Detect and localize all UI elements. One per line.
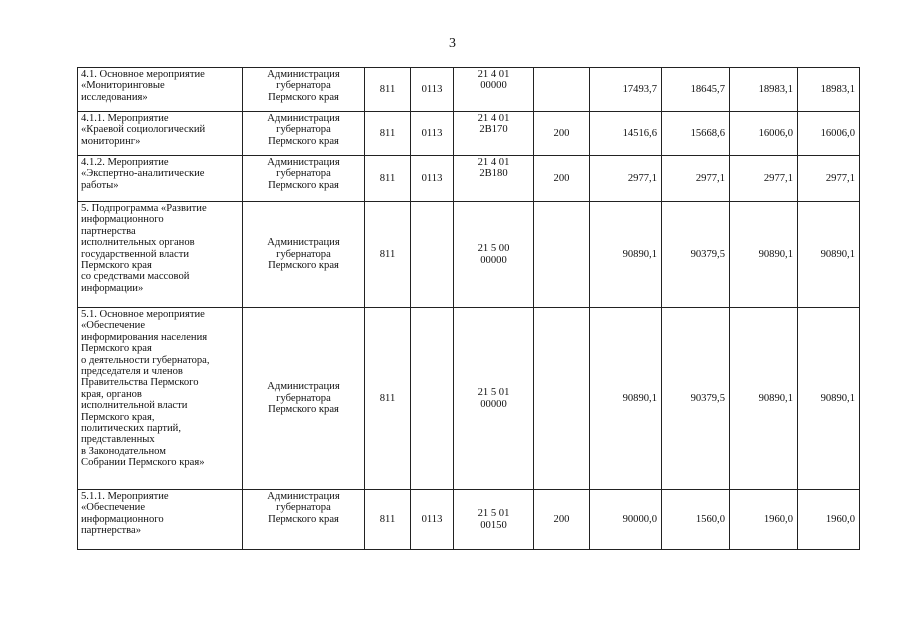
table-row: [78, 202, 860, 308]
row-grbs: 811: [365, 156, 411, 202]
row-cs: 21 4 01 00000: [454, 68, 534, 112]
row-value-1: 2977,1: [590, 156, 662, 202]
row-admin: Администрация губернатора Пермского края: [243, 308, 365, 490]
row-value-3: 90890,1: [730, 202, 798, 308]
row-value-4: 16006,0: [798, 112, 860, 156]
page-number: 3: [449, 36, 456, 51]
row-name: 4.1. Основное мероприятие «Мониторинговые исследования»: [78, 68, 243, 112]
table-row: [78, 308, 860, 490]
row-vr: 200: [534, 112, 590, 156]
row-value-4: 90890,1: [798, 308, 860, 490]
table-row: [78, 156, 860, 202]
row-value-2: 90379,5: [662, 308, 730, 490]
row-value-1: 90890,1: [590, 202, 662, 308]
row-vr: [534, 68, 590, 112]
budget-table: [77, 67, 860, 550]
row-cs: 21 4 01 2В170: [454, 112, 534, 156]
row-grbs: 811: [365, 308, 411, 490]
row-grbs: 811: [365, 112, 411, 156]
row-name: 5.1.1. Мероприятие «Обеспечение информационного партнерства»: [78, 490, 243, 550]
row-vr: 200: [534, 490, 590, 550]
row-value-1: 90000,0: [590, 490, 662, 550]
row-value-2: 18645,7: [662, 68, 730, 112]
table-row: [78, 490, 860, 550]
row-value-4: 90890,1: [798, 202, 860, 308]
row-rz: [411, 202, 454, 308]
row-admin: Администрация губернатора Пермского края: [243, 68, 365, 112]
row-value-2: 2977,1: [662, 156, 730, 202]
row-rz: 0113: [411, 156, 454, 202]
row-admin: Администрация губернатора Пермского края: [243, 490, 365, 550]
row-value-3: 90890,1: [730, 308, 798, 490]
row-cs: 21 5 01 00000: [454, 308, 534, 490]
row-value-2: 90379,5: [662, 202, 730, 308]
row-grbs: 811: [365, 490, 411, 550]
row-rz: 0113: [411, 68, 454, 112]
row-rz: [411, 308, 454, 490]
table-row: [78, 112, 860, 156]
row-name: 4.1.2. Мероприятие «Экспертно-аналитические работы»: [78, 156, 243, 202]
row-cs: 21 5 01 00150: [454, 490, 534, 550]
row-value-4: 2977,1: [798, 156, 860, 202]
row-name: 5. Подпрограмма «Развитие информационного партнерства исполнительных органов государственной власти Пермского края со средствами массовой информации»: [78, 202, 243, 308]
row-value-1: 17493,7: [590, 68, 662, 112]
row-vr: [534, 308, 590, 490]
row-cs: 21 4 01 2В180: [454, 156, 534, 202]
row-vr: [534, 202, 590, 308]
row-cs: 21 5 00 00000: [454, 202, 534, 308]
row-grbs: 811: [365, 68, 411, 112]
row-name: 5.1. Основное мероприятие «Обеспечение информирования населения Пермского края о деятельности губернатора, председателя и членов Правительства Пермского края, органов исполнительной власти Пермского края, политических партий, представленных в Законодательном Собрании Пермского края»: [78, 308, 243, 490]
row-rz: 0113: [411, 112, 454, 156]
row-value-4: 18983,1: [798, 68, 860, 112]
row-admin: Администрация губернатора Пермского края: [243, 112, 365, 156]
row-value-1: 14516,6: [590, 112, 662, 156]
row-value-4: 1960,0: [798, 490, 860, 550]
row-value-2: 1560,0: [662, 490, 730, 550]
row-value-3: 1960,0: [730, 490, 798, 550]
table-row: [78, 68, 860, 112]
row-rz: 0113: [411, 490, 454, 550]
row-value-1: 90890,1: [590, 308, 662, 490]
row-value-3: 2977,1: [730, 156, 798, 202]
row-value-3: 18983,1: [730, 68, 798, 112]
row-name: 4.1.1. Мероприятие «Краевой социологический мониторинг»: [78, 112, 243, 156]
row-admin: Администрация губернатора Пермского края: [243, 156, 365, 202]
row-grbs: 811: [365, 202, 411, 308]
row-value-3: 16006,0: [730, 112, 798, 156]
row-vr: 200: [534, 156, 590, 202]
row-admin: Администрация губернатора Пермского края: [243, 202, 365, 308]
row-value-2: 15668,6: [662, 112, 730, 156]
